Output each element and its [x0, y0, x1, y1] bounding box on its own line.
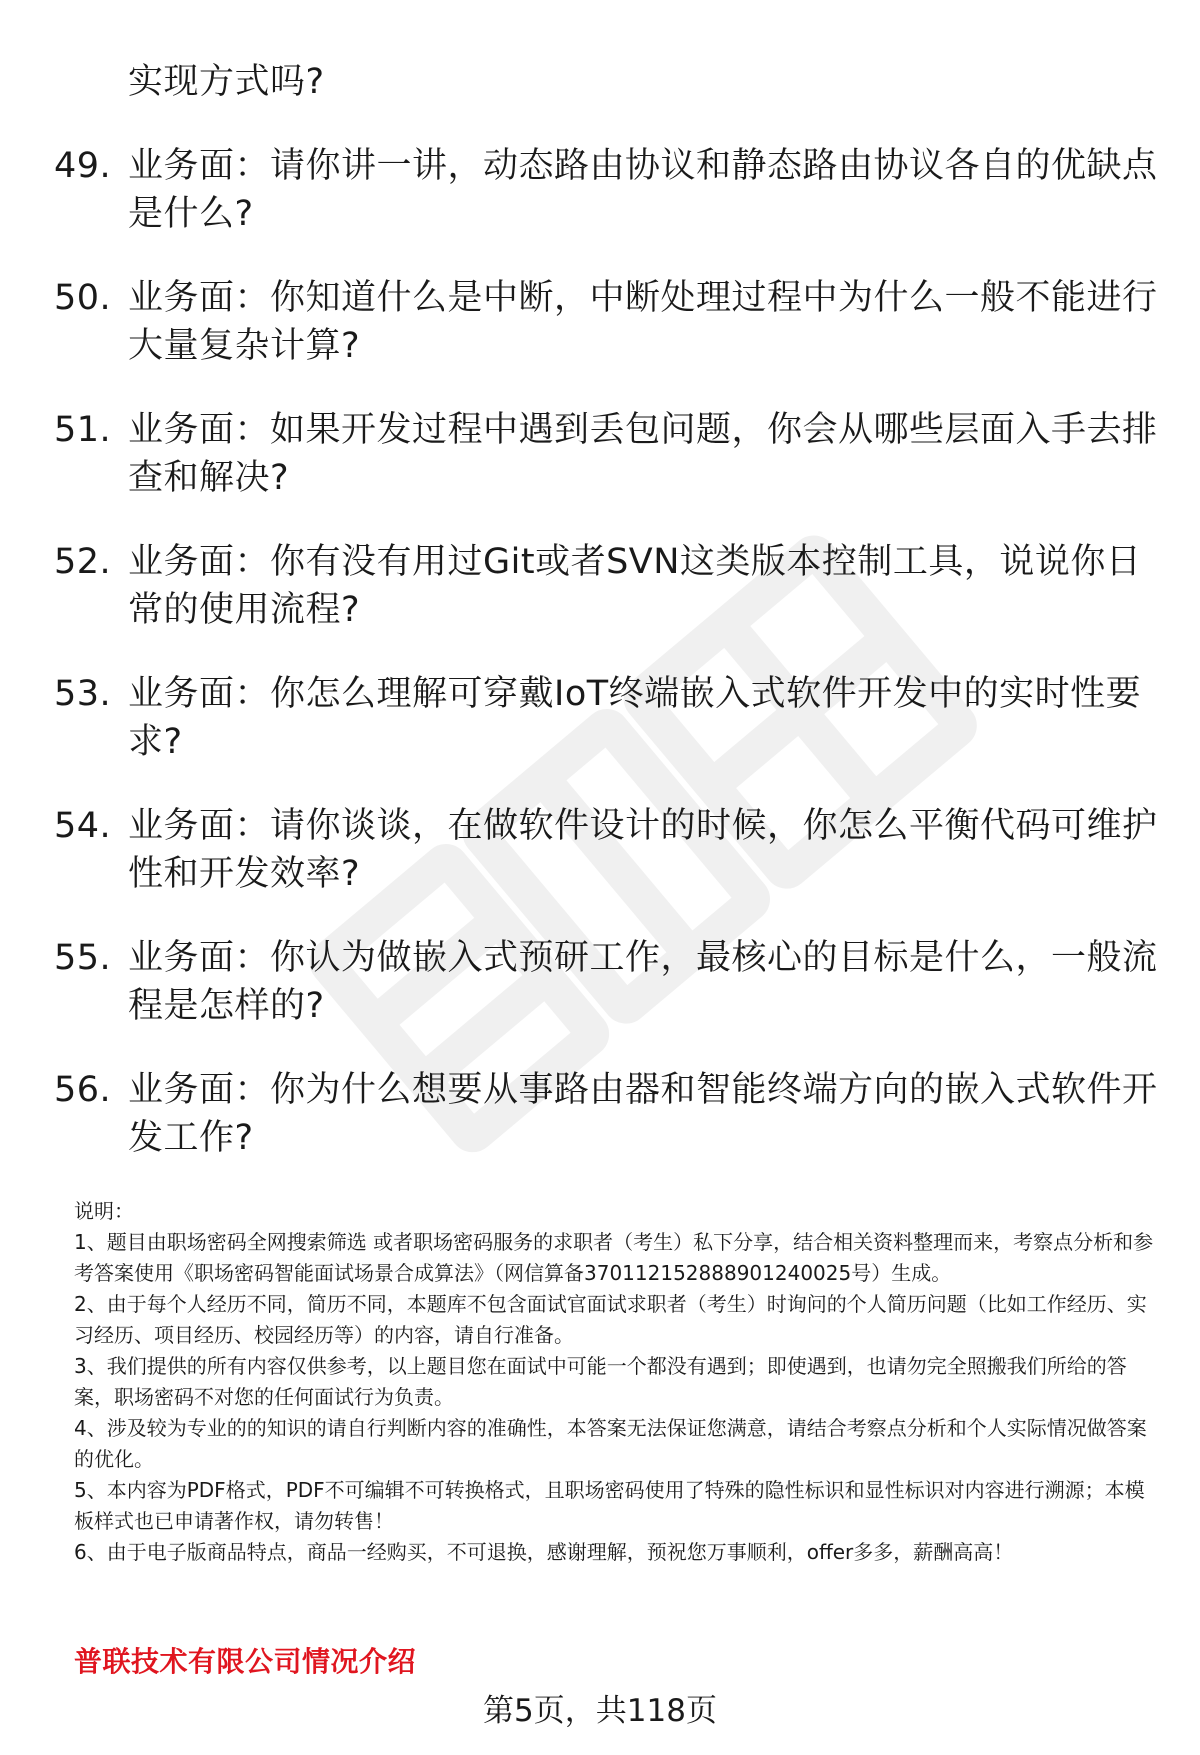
question-text: 业务面：你有没有用过Git或者SVN这类版本控制工具，说说你日常的使用流程? [128, 542, 1142, 630]
question-number: 54. [54, 806, 112, 846]
note-item: 4、涉及较为专业的的知识的请自行判断内容的准确性，本答案无法保证您满意，请结合考察点分析和个人实际情况做答案的优化。 [74, 1416, 1147, 1471]
question-number: 52. [54, 542, 112, 582]
question-item [0, 1066, 1200, 1162]
page-number: 第5页，共118页 [483, 1693, 717, 1729]
question-text: 业务面：你认为做嵌入式预研工作，最核心的目标是什么，一般流程是怎样的? [128, 938, 1158, 1026]
question-item [0, 934, 1200, 1030]
question-continuation [0, 58, 1200, 106]
notes-title: 说明： [74, 1199, 134, 1223]
question-item [0, 670, 1200, 766]
question-number: 50. [54, 278, 112, 318]
question-number: 53. [54, 674, 112, 714]
question-item [0, 142, 1200, 238]
notes-section [74, 1196, 1164, 1568]
question-continuation-text: 实现方式吗? [128, 62, 325, 102]
question-item [0, 802, 1200, 898]
question-number: 51. [54, 410, 112, 450]
question-text: 业务面：你怎么理解可穿戴IoT终端嵌入式软件开发中的实时性要求? [128, 674, 1142, 762]
note-item: 6、由于电子版商品特点，商品一经购买，不可退换，感谢理解，预祝您万事顺利，offer多多，薪酬高高！ [74, 1540, 1014, 1564]
question-text: 业务面：你知道什么是中断，中断处理过程中为什么一般不能进行大量复杂计算? [128, 278, 1158, 366]
company-heading: 普联技术有限公司情况介绍 [74, 1645, 417, 1678]
question-item [0, 406, 1200, 502]
question-number: 49. [54, 146, 112, 186]
note-item: 2、由于每个人经历不同，简历不同，本题库不包含面试官面试求职者（考生）时询问的个人简历问题（比如工作经历、实习经历、项目经历、校园经历等）的内容，请自行准备。 [74, 1292, 1147, 1347]
question-item [0, 538, 1200, 634]
question-text: 业务面：你为什么想要从事路由器和智能终端方向的嵌入式软件开发工作? [128, 1070, 1158, 1158]
question-text: 业务面：请你谈谈，在做软件设计的时候，你怎么平衡代码可维护性和开发效率? [128, 806, 1158, 894]
question-number: 56. [54, 1070, 112, 1110]
question-list [0, 58, 1200, 1198]
question-text: 业务面：如果开发过程中遇到丢包问题，你会从哪些层面入手去排查和解决? [128, 410, 1158, 498]
note-item: 1、题目由职场密码全网搜索筛选 或者职场密码服务的求职者（考生）私下分享，结合相关资料整理而来，考察点分析和参考答案使用《职场密码智能面试场景合成算法》（网信算备370112152888901240025号）生成。 [74, 1230, 1154, 1285]
note-item: 5、本内容为PDF格式，PDF不可编辑不可转换格式，且职场密码使用了特殊的隐性标识和显性标识对内容进行溯源；本模板样式也已申请著作权，请勿转售！ [74, 1478, 1145, 1533]
note-item: 3、我们提供的所有内容仅供参考，以上题目您在面试中可能一个都没有遇到；即使遇到，也请勿完全照搬我们所给的答案，职场密码不对您的任何面试行为负责。 [74, 1354, 1127, 1409]
question-item [0, 274, 1200, 370]
question-text: 业务面：请你讲一讲，动态路由协议和静态路由协议各自的优缺点是什么? [128, 146, 1158, 234]
question-number: 55. [54, 938, 112, 978]
